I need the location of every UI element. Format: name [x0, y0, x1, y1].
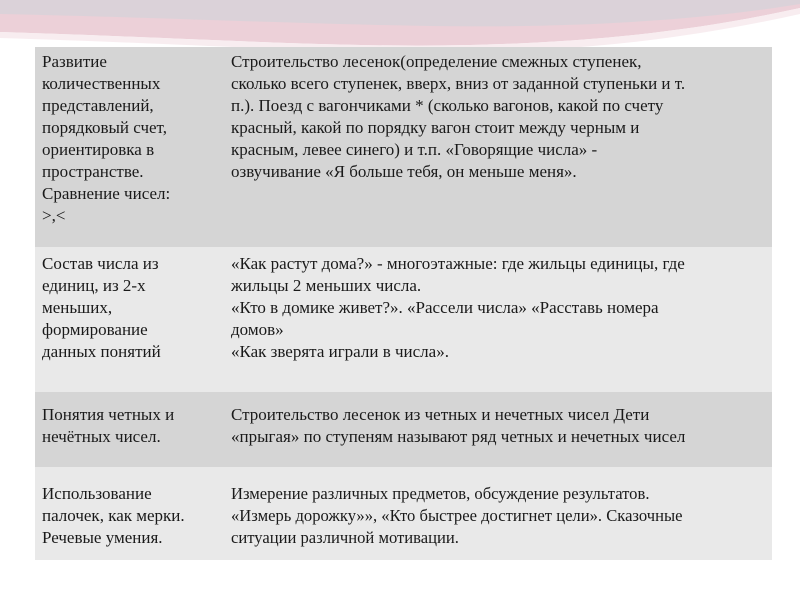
cell-line: Строительство лесенок(определение смежных ступенек, — [231, 52, 642, 71]
row-topic-cell — [35, 247, 223, 392]
cell-line: ориентировка в — [42, 140, 155, 159]
cell-line: п.). Поезд с вагончиками * (сколько вагонов, какой по счету — [231, 96, 664, 115]
row-topic-cell — [35, 392, 223, 467]
cell-line: сколько всего ступенек, вверх, вниз от заданной ступеньки и т. — [231, 74, 686, 93]
row-activity-cell — [223, 247, 772, 392]
cell-line: представлений, — [42, 96, 154, 115]
row-activity-cell — [223, 392, 772, 467]
cell-line: красный, какой по порядку вагон стоит между черным и — [231, 118, 640, 137]
table-row — [35, 392, 772, 467]
cell-line: «Как растут дома?» - многоэтажные: где жильцы единицы, где — [231, 254, 685, 273]
cell-line: данных понятий — [42, 342, 161, 361]
cell-line: Использование — [42, 484, 152, 503]
cell-line: Речевые умения. — [42, 528, 163, 547]
cell-line: >,< — [42, 206, 66, 225]
row-topic-cell — [35, 47, 223, 247]
table-row — [35, 247, 772, 392]
row-topic-cell — [35, 467, 223, 560]
cell-line: Состав числа из — [42, 254, 159, 273]
cell-line: Понятия четных и — [42, 405, 175, 424]
content-table — [35, 47, 772, 560]
cell-line: Развитие — [42, 52, 107, 71]
cell-line: меньших, — [42, 298, 113, 317]
cell-line: количественных — [42, 74, 161, 93]
cell-line: красным, левее синего) и т.п. «Говорящие числа» - — [231, 140, 598, 159]
cell-line: «Кто в домике живет?». «Рассели числа» «Расставь номера — [231, 298, 659, 317]
cell-line: Сравнение чисел: — [42, 184, 171, 203]
cell-line: палочек, как мерки. — [42, 506, 185, 525]
row-activity-cell — [223, 47, 772, 247]
cell-line: единиц, из 2-х — [42, 276, 146, 295]
cell-line: озвучивание «Я больше тебя, он меньше меня». — [231, 162, 577, 181]
cell-line: пространстве. — [42, 162, 144, 181]
cell-line: формирование — [42, 320, 148, 339]
table-row — [35, 467, 772, 560]
cell-line: порядковый счет, — [42, 118, 167, 137]
cell-line: ситуации различной мотивации. — [231, 528, 459, 547]
cell-line: Строительство лесенок из четных и нечетных чисел Дети — [231, 405, 650, 424]
cell-line: «Измерь дорожку»», «Кто быстрее достигнет цели». Сказочные — [231, 506, 683, 525]
cell-line: «Как зверята играли в числа». — [231, 342, 449, 361]
cell-line: домов» — [231, 320, 284, 339]
table-row — [35, 47, 772, 247]
cell-line: «прыгая» по ступеням называют ряд четных и нечетных чисел — [231, 427, 686, 446]
cell-line: жильцы 2 меньших числа. — [231, 276, 422, 295]
row-activity-cell — [223, 467, 772, 560]
cell-line: нечётных чисел. — [42, 427, 161, 446]
cell-line: Измерение различных предметов, обсуждение результатов. — [231, 484, 650, 503]
